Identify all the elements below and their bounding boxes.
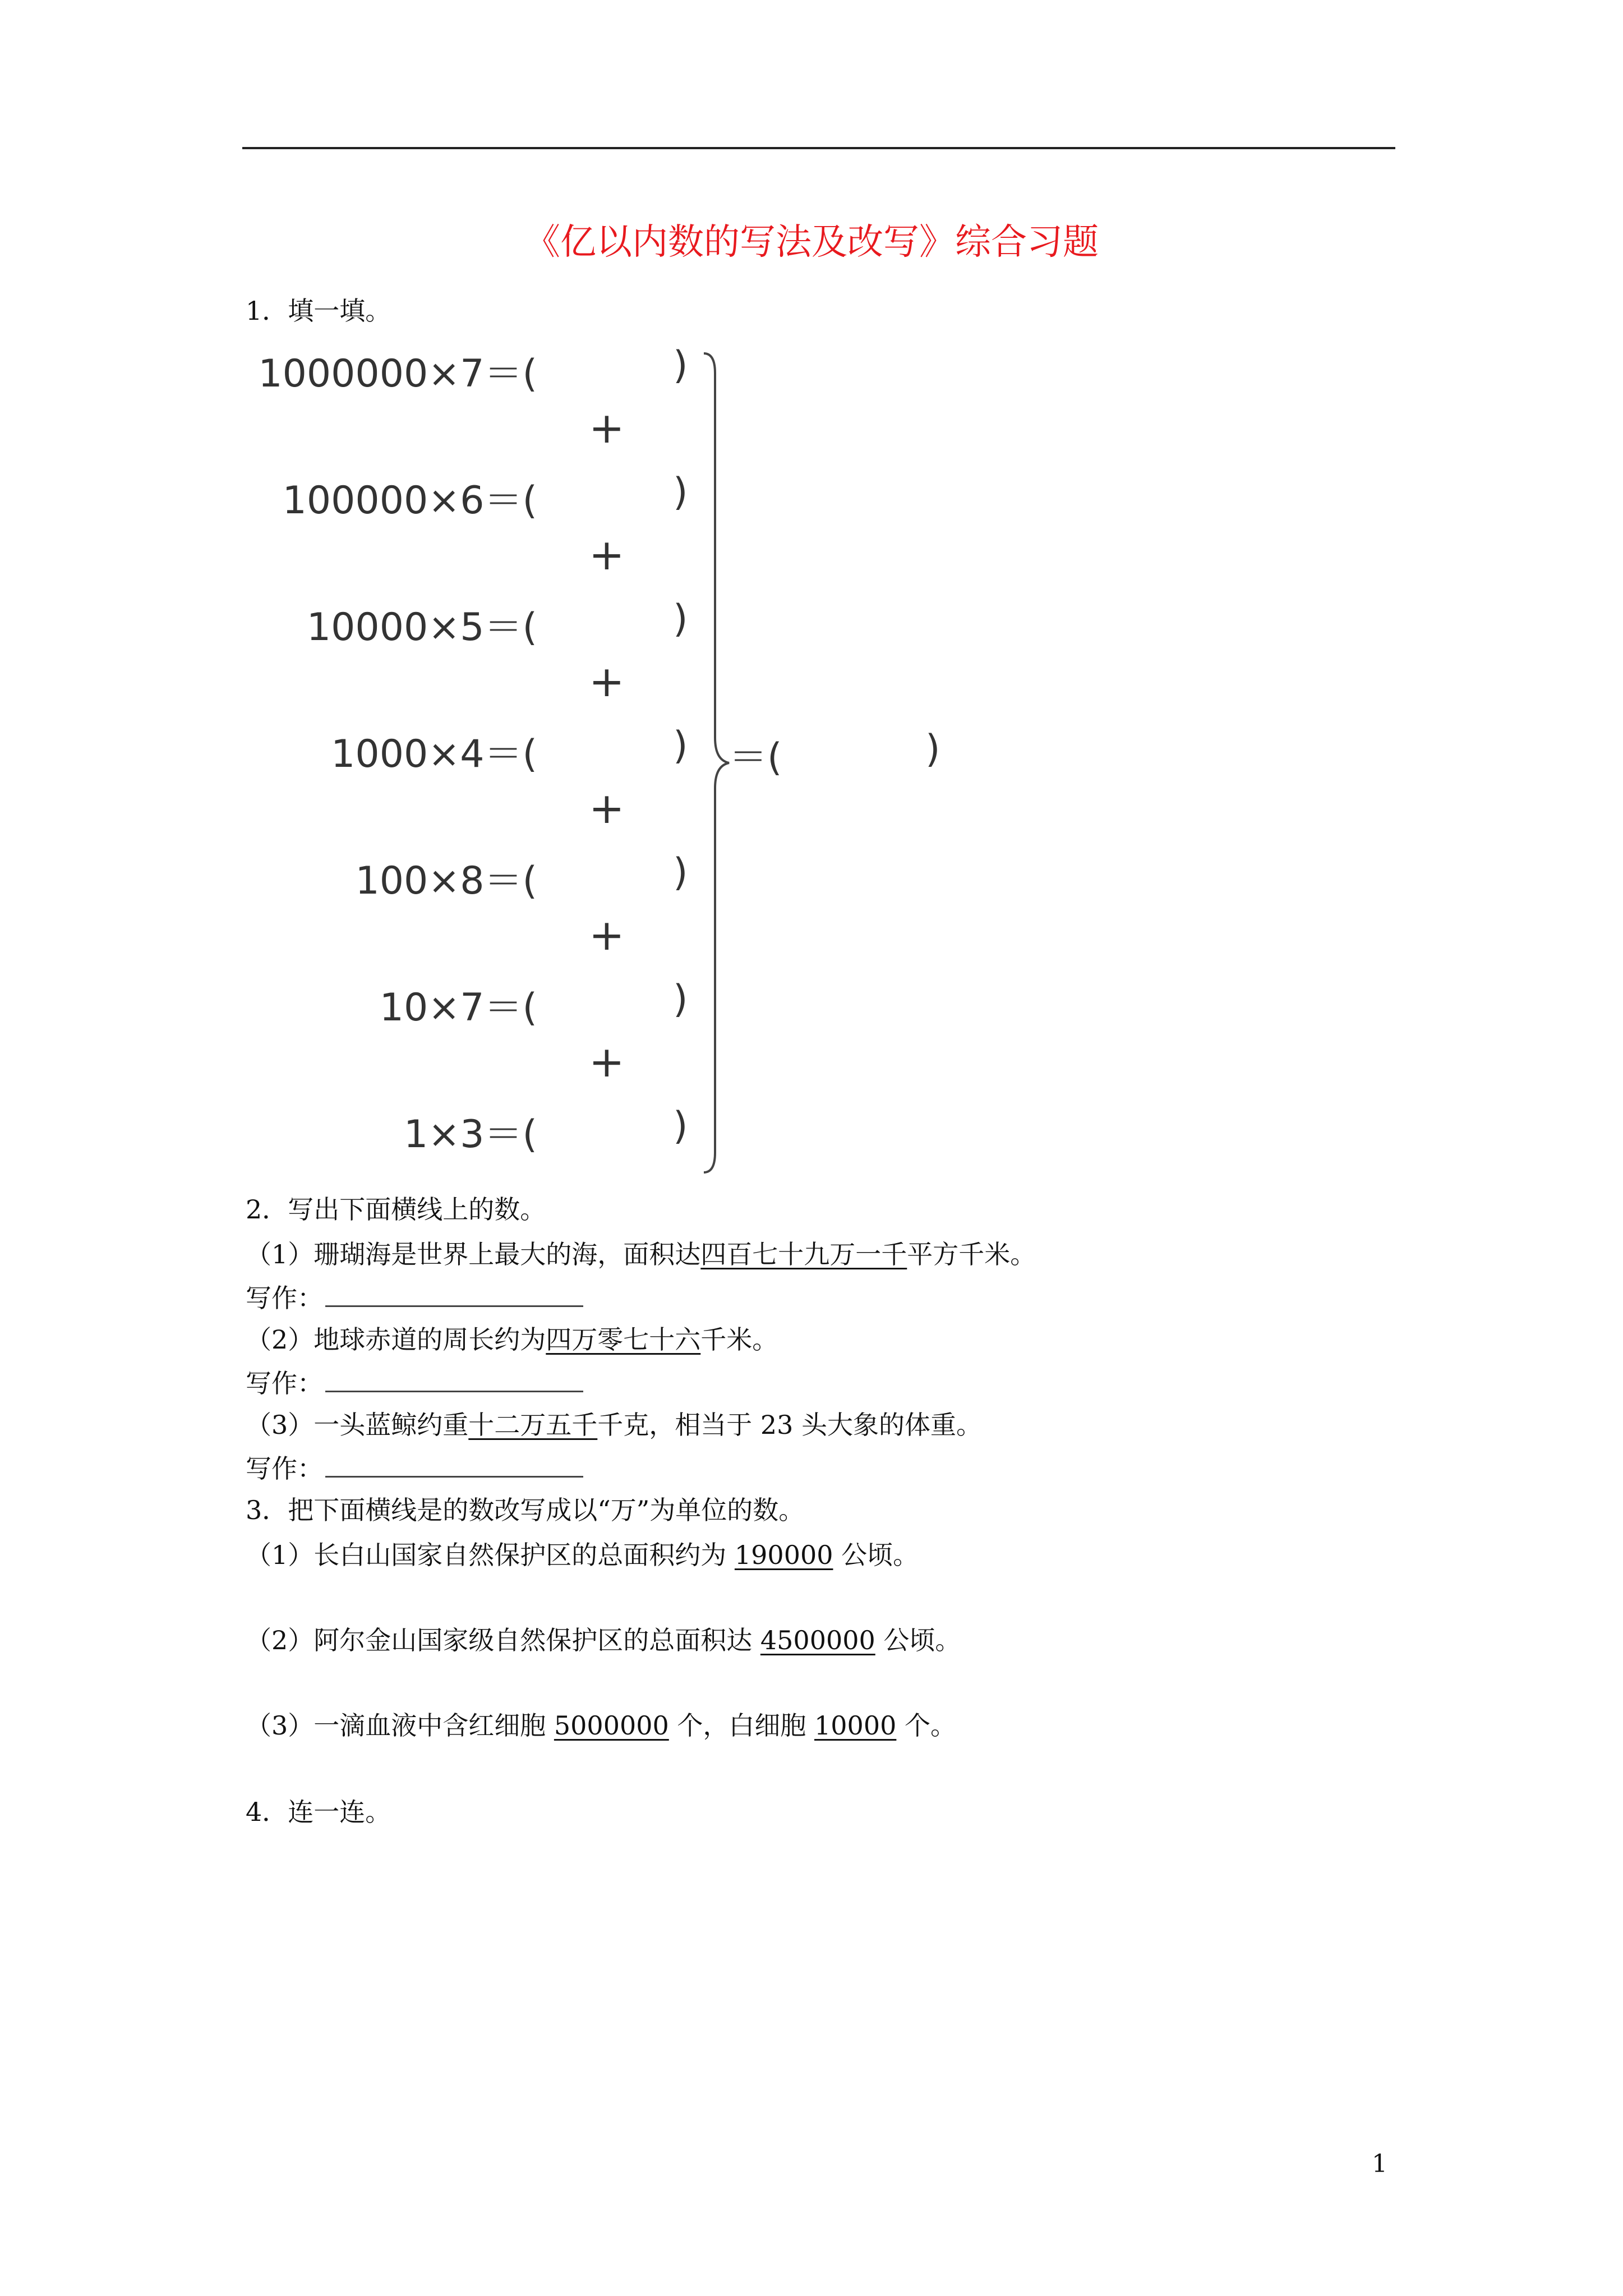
page-number: 1: [1372, 2150, 1387, 2178]
q1-close-7: ): [673, 1104, 688, 1148]
q1-expr-3: 10000×5＝(: [306, 605, 537, 650]
sum-open: ＝(: [729, 735, 782, 780]
plus-sign-1: +: [589, 403, 625, 453]
q1-expr-2: 100000×6＝(: [282, 478, 537, 523]
q2-item-1: [246, 1234, 1036, 1271]
q3-item-2-underlined: 4500000: [760, 1625, 875, 1655]
q2-item-1-pre: （1）珊瑚海是世界上最大的海，面积达: [246, 1239, 701, 1269]
q1-expr-6: 10×7＝(: [379, 986, 537, 1030]
q2-item-3-pre: （3）一头蓝鲸约重: [246, 1410, 469, 1440]
q1-close-1: ): [673, 343, 688, 388]
q3-item-3-underlined-2: 10000: [814, 1710, 897, 1741]
q3-item-3-underlined-1: 5000000: [554, 1710, 669, 1741]
header-rule: [242, 147, 1395, 149]
q3-item-2-post: 公顷。: [875, 1625, 961, 1655]
plus-sign-3: +: [589, 656, 625, 706]
plus-sign-2: +: [589, 530, 625, 579]
q2-heading: 2．写出下面横线上的数。: [246, 1194, 546, 1225]
q2-item-2-post: 千米。: [700, 1324, 778, 1355]
q3-item-1-underlined: 190000: [734, 1540, 833, 1570]
q2-item-3-post: 千克，相当于 23 头大象的体重。: [597, 1410, 983, 1440]
q2-item-1-post: 平方千米。: [907, 1239, 1036, 1269]
q1-close-3: ): [673, 597, 688, 641]
q2-item-2-underlined: 四万零七十六: [546, 1324, 701, 1355]
q3-item-1-pre: （1）长白山国家自然保护区的总面积约为: [246, 1540, 735, 1570]
q3-item-2-pre: （2）阿尔金山国家级自然保护区的总面积达: [246, 1625, 760, 1655]
q1-expr-5: 100×8＝(: [355, 859, 537, 903]
q1-close-5: ): [673, 850, 688, 895]
q4-heading: 4．连一连。: [246, 1797, 391, 1827]
q1-close-2: ): [673, 470, 688, 514]
q3-heading: 3．把下面横线是的数改写成以“万”为单位的数。: [246, 1495, 805, 1525]
q1-expr-7: 1×3＝(: [403, 1112, 537, 1157]
q3-item-3-mid: 个，白细胞: [668, 1710, 815, 1741]
q1-close-6: ): [673, 977, 688, 1022]
q2-write-3: [246, 1448, 583, 1485]
answer-blank-2[interactable]: [325, 1370, 583, 1392]
q2-item-3: [246, 1405, 982, 1442]
q2-item-2-pre: （2）地球赤道的周长约为: [246, 1324, 546, 1355]
q3-item-3-post: 个。: [896, 1710, 956, 1741]
plus-sign-5: +: [589, 910, 625, 960]
q2-item-3-underlined: 十二万五千: [468, 1410, 598, 1440]
write-label: 写作：: [246, 1283, 323, 1313]
q3-item-3-pre: （3）一滴血液中含红细胞: [246, 1710, 554, 1741]
plus-sign-4: +: [589, 783, 625, 833]
q3-item-1-post: 公顷。: [833, 1540, 919, 1570]
q1-heading: 1．填一填。: [246, 296, 391, 326]
q3-item-3: [246, 1705, 956, 1742]
answer-blank-3[interactable]: [325, 1456, 583, 1478]
page-title: 《亿以内数的写法及改写》综合习题: [524, 222, 1099, 263]
q1-expr-1: 1000000×7＝(: [258, 352, 537, 396]
q1-expr-4: 1000×4＝(: [331, 732, 537, 776]
plus-sign-6: +: [589, 1037, 625, 1087]
answer-blank-1[interactable]: [325, 1285, 583, 1307]
q3-item-2: [246, 1620, 961, 1657]
sum-close: ): [925, 727, 940, 771]
q2-write-2: [246, 1363, 583, 1400]
write-label: 写作：: [246, 1368, 323, 1398]
q2-write-1: [246, 1278, 583, 1315]
write-label: 写作：: [246, 1453, 323, 1484]
q2-item-1-underlined: 四百七十九万一千: [700, 1239, 907, 1269]
q2-item-2: [246, 1319, 778, 1356]
q3-item-1: [246, 1535, 919, 1572]
q1-close-4: ): [673, 724, 688, 768]
